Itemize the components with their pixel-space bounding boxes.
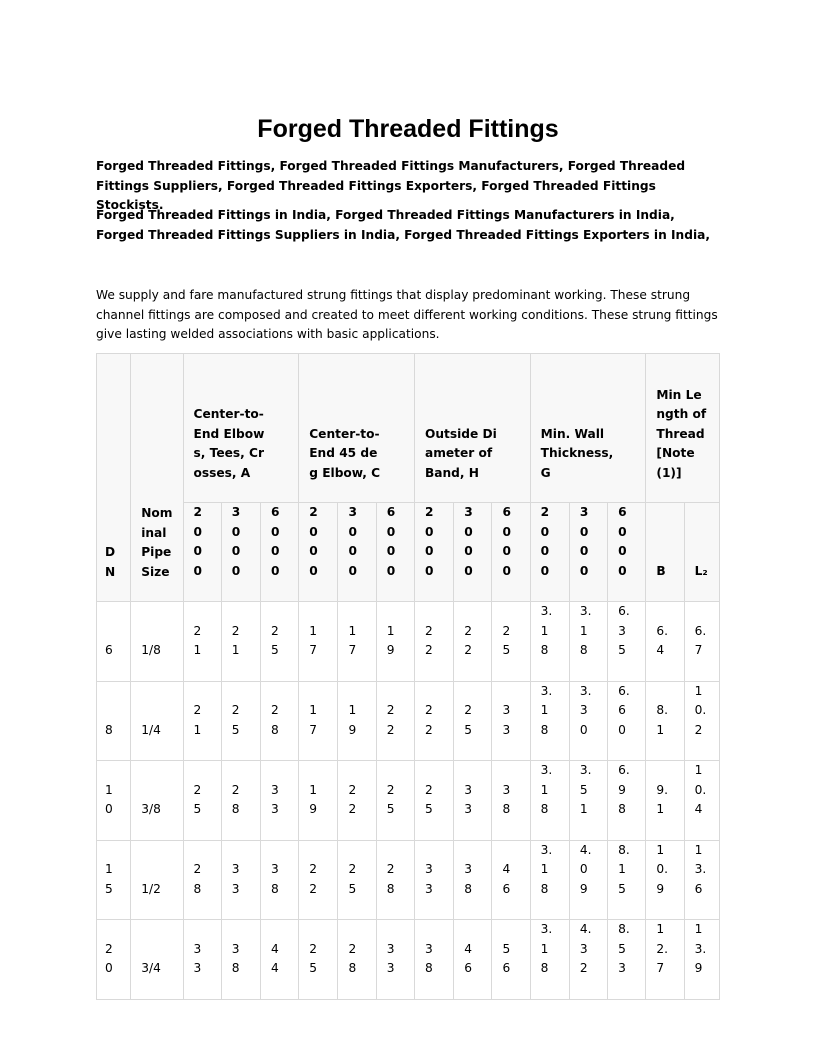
- value-cell-g: 3.18: [530, 761, 569, 841]
- value-cell-h: 25: [454, 681, 492, 761]
- l2-cell: 10.4: [684, 761, 719, 841]
- value-cell-g: 3.18: [530, 681, 569, 761]
- value-cell-c: 22: [299, 840, 338, 920]
- center-to-end-45-header: Center-to-End 45 deg Elbow, C: [299, 354, 415, 503]
- value-cell-c: 25: [299, 920, 338, 1000]
- value-cell-g: 3.18: [530, 920, 569, 1000]
- value-cell-a: 25: [261, 602, 299, 682]
- table-row: [97, 920, 720, 1000]
- length-b-header: B: [646, 503, 684, 602]
- min-length-thread-header: Min Length of Thread [Note (1)]: [646, 354, 720, 503]
- l2-cell: 10.2: [684, 681, 719, 761]
- dn-cell: 15: [97, 840, 131, 920]
- value-cell-c: 19: [376, 602, 414, 682]
- value-cell-a: 38: [261, 840, 299, 920]
- l2-cell: 13.9: [684, 920, 719, 1000]
- class-header-h-2000: 2000: [414, 503, 453, 602]
- class-header-a-6000: 6000: [261, 503, 299, 602]
- class-header-g-6000: 6000: [608, 503, 646, 602]
- value-cell-a: 28: [183, 840, 221, 920]
- class-header-row: [97, 503, 720, 602]
- dn-cell: 10: [97, 761, 131, 841]
- nps-cell: 3/4: [131, 920, 183, 1000]
- value-cell-a: 21: [221, 602, 260, 682]
- table-row: [97, 761, 720, 841]
- value-cell-h: 22: [454, 602, 492, 682]
- value-cell-c: 17: [299, 602, 338, 682]
- nps-cell: 3/8: [131, 761, 183, 841]
- value-cell-g: 4.32: [569, 920, 607, 1000]
- class-header-c-2000: 2000: [299, 503, 338, 602]
- l2-cell: 13.6: [684, 840, 719, 920]
- value-cell-g: 3.18: [569, 602, 607, 682]
- value-cell-g: 8.15: [608, 840, 646, 920]
- page-title: Forged Threaded Fittings: [257, 114, 559, 143]
- fittings-dimension-table: [96, 353, 720, 1000]
- value-cell-a: 25: [183, 761, 221, 841]
- b-cell: 6.4: [646, 602, 684, 682]
- value-cell-h: 46: [454, 920, 492, 1000]
- value-cell-h: 33: [454, 761, 492, 841]
- value-cell-c: 17: [338, 602, 376, 682]
- value-cell-h: 38: [414, 920, 453, 1000]
- value-cell-a: 25: [221, 681, 260, 761]
- length-l2-header: L₂: [684, 503, 719, 602]
- outside-diameter-header: Outside Diameter of Band, H: [414, 354, 530, 503]
- value-cell-c: 33: [376, 920, 414, 1000]
- value-cell-g: 6.35: [608, 602, 646, 682]
- table-row: [97, 681, 720, 761]
- value-cell-c: 19: [299, 761, 338, 841]
- intro-paragraph: We supply and fare manufactured strung fittings that display predominant working. These strung channel fittings are composed and created to meet different working conditions. These strung fittings give lasting welded associations with basic applications.: [96, 288, 718, 341]
- value-cell-h: 33: [414, 840, 453, 920]
- value-cell-h: 25: [492, 602, 530, 682]
- dn-header: DN: [97, 354, 131, 602]
- table-body: [97, 602, 720, 1000]
- class-header-h-3000: 3000: [454, 503, 492, 602]
- nps-cell: 1/2: [131, 840, 183, 920]
- value-cell-h: 33: [492, 681, 530, 761]
- value-cell-g: 3.51: [569, 761, 607, 841]
- value-cell-a: 38: [221, 920, 260, 1000]
- value-cell-g: 6.60: [608, 681, 646, 761]
- dn-cell: 6: [97, 602, 131, 682]
- value-cell-a: 21: [183, 681, 221, 761]
- b-cell: 9.1: [646, 761, 684, 841]
- value-cell-a: 44: [261, 920, 299, 1000]
- class-header-h-6000: 6000: [492, 503, 530, 602]
- value-cell-c: 19: [338, 681, 376, 761]
- value-cell-h: 46: [492, 840, 530, 920]
- value-cell-g: 6.98: [608, 761, 646, 841]
- value-cell-c: 22: [376, 681, 414, 761]
- keywords-india-paragraph: Forged Threaded Fittings in India, Forged Threaded Fittings Manufacturers in India, Forged Threaded Fittings Suppliers in India, Forged Threaded Fittings Exporters in India,: [96, 208, 710, 242]
- value-cell-a: 28: [261, 681, 299, 761]
- table-header-row: [97, 354, 720, 503]
- class-header-c-6000: 6000: [376, 503, 414, 602]
- value-cell-h: 22: [414, 602, 453, 682]
- center-to-end-header: Center-to-End Elbows, Tees, Crosses, A: [183, 354, 299, 503]
- value-cell-h: 38: [492, 761, 530, 841]
- value-cell-g: 3.30: [569, 681, 607, 761]
- b-cell: 8.1: [646, 681, 684, 761]
- value-cell-h: 38: [454, 840, 492, 920]
- value-cell-c: 17: [299, 681, 338, 761]
- value-cell-g: 8.53: [608, 920, 646, 1000]
- value-cell-h: 56: [492, 920, 530, 1000]
- nps-cell: 1/4: [131, 681, 183, 761]
- value-cell-a: 21: [183, 602, 221, 682]
- value-cell-c: 28: [376, 840, 414, 920]
- b-cell: 12.7: [646, 920, 684, 1000]
- value-cell-c: 25: [376, 761, 414, 841]
- value-cell-a: 33: [261, 761, 299, 841]
- nps-cell: 1/8: [131, 602, 183, 682]
- value-cell-a: 33: [183, 920, 221, 1000]
- class-header-a-3000: 3000: [221, 503, 260, 602]
- dn-cell: 8: [97, 681, 131, 761]
- class-header-c-3000: 3000: [338, 503, 376, 602]
- value-cell-h: 25: [414, 761, 453, 841]
- value-cell-c: 28: [338, 920, 376, 1000]
- l2-cell: 6.7: [684, 602, 719, 682]
- value-cell-g: 3.18: [530, 602, 569, 682]
- table-row: [97, 602, 720, 682]
- keywords-paragraph: Forged Threaded Fittings, Forged Threaded Fittings Manufacturers, Forged Threaded Fittings Suppliers, Forged Threaded Fittings Exporters, Forged Threaded Fittings Stockists.: [96, 159, 686, 212]
- dn-cell: 20: [97, 920, 131, 1000]
- b-cell: 10.9: [646, 840, 684, 920]
- class-header-g-2000: 2000: [530, 503, 569, 602]
- value-cell-h: 22: [414, 681, 453, 761]
- nominal-pipe-size-header: Nominal Pipe Size: [131, 354, 183, 602]
- value-cell-g: 4.09: [569, 840, 607, 920]
- table-row: [97, 840, 720, 920]
- class-header-g-3000: 3000: [569, 503, 607, 602]
- class-header-a-2000: 2000: [183, 503, 221, 602]
- value-cell-c: 25: [338, 840, 376, 920]
- value-cell-g: 3.18: [530, 840, 569, 920]
- value-cell-a: 33: [221, 840, 260, 920]
- min-wall-thickness-header: Min. Wall Thickness, G: [530, 354, 646, 503]
- value-cell-a: 28: [221, 761, 260, 841]
- value-cell-c: 22: [338, 761, 376, 841]
